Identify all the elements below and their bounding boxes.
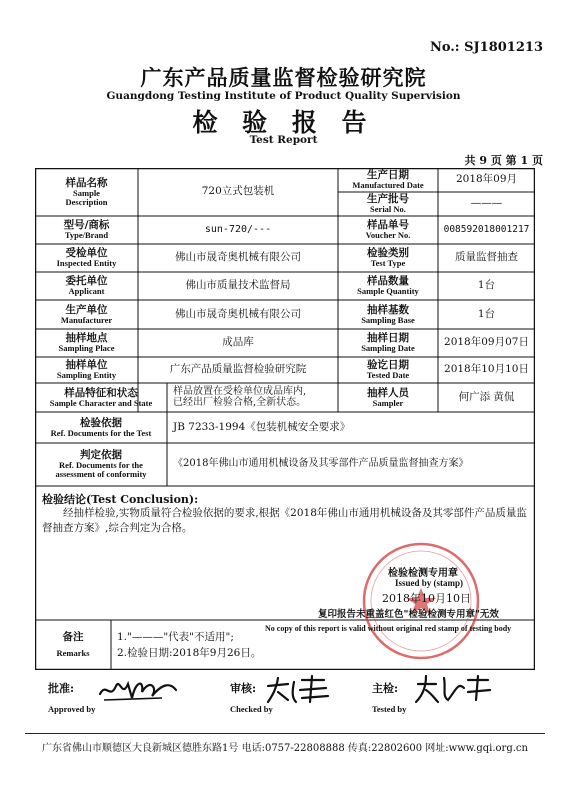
- approver-signature: [92, 672, 182, 706]
- checked-by-label: 审核:: [230, 682, 257, 695]
- sample-character-label: 样品特征和状态 Sample Character and State: [49, 386, 153, 408]
- institute-name-cn: 广东产品质量监督检验研究院: [140, 65, 427, 90]
- type-brand-label: 型号/商标 Type/Brand: [63, 219, 110, 241]
- type-brand-value: sun-720/---: [204, 223, 272, 235]
- page-info: 共 9 页 第 1 页: [464, 154, 543, 167]
- test-type-label: 检验类别 Test Type: [367, 247, 409, 269]
- ref-test-value: JB 7233-1994《包装机械安全要求》: [173, 420, 351, 433]
- report-title-cn: 检 验 报 告: [192, 108, 375, 137]
- tested-by-label: 主检:: [372, 682, 399, 695]
- sampler-value: 何广添 黄侃: [458, 390, 515, 403]
- checker-signature: [262, 672, 340, 706]
- sample-name-label: 样品名称 Sample Description: [65, 176, 108, 207]
- sampling-entity-label: 抽样单位 Sampling Entity: [56, 359, 117, 381]
- voucher-no-label: 样品单号 Voucher No.: [365, 219, 411, 241]
- sample-name-value: 720立式包装机: [201, 185, 275, 198]
- stamp-date: 2018年10月10日: [382, 592, 471, 605]
- footer-divider: [25, 733, 545, 734]
- sampling-date-value: 2018年09月07日: [444, 336, 529, 349]
- report-number: No.: SJ1801213: [429, 40, 543, 55]
- remarks-value: 1."———"代表"不适用"; 2.检验日期:2018年9月26日。: [117, 631, 262, 659]
- checked-by-label-en: Checked by: [230, 704, 273, 714]
- report-title-en: Test Report: [249, 134, 318, 146]
- sampling-date-label: 抽样日期 Sampling Date: [361, 332, 415, 354]
- ref-conformity-label: 判定依据 Ref. Documents for the assessment of conformity: [55, 449, 147, 479]
- tested-by-block: [372, 680, 406, 714]
- sampling-base-label: 抽样基数 Sampling Base: [361, 303, 415, 325]
- tested-date-value: 2018年10月10日: [444, 363, 529, 376]
- conclusion-text: 经抽样检验,实物质量符合检验依据的要求,根据《2018年佛山市通用机械设备及其零部件产品质量监督抽查方案》,综合判定为合格。: [42, 507, 527, 534]
- inspected-entity-value: 佛山市晟奇奥机械有限公司: [175, 251, 301, 264]
- stamp-label: 检验检测专用章: [388, 568, 458, 579]
- sampling-place-value: 成品库: [222, 336, 254, 349]
- tester-signature: [412, 672, 496, 706]
- stamp-issued-by: Issued by (stamp): [395, 578, 464, 588]
- footer-address: 广东省佛山市顺德区大良新城区德胜东路1号 电话:0757-22808888 传真:22802600 网址:www.gqi.org.cn: [42, 743, 528, 754]
- applicant-label: 委托单位 Applicant: [65, 275, 108, 297]
- approved-by-block: [48, 680, 95, 714]
- sample-quantity-label: 样品数量 Sample Quantity: [357, 275, 419, 297]
- sampling-place-label: 抽样地点 Sampling Place: [58, 332, 115, 354]
- ref-test-label: 检验依据 Ref. Documents for the Test: [50, 416, 152, 438]
- approved-by-label-en: Approved by: [48, 704, 96, 714]
- ref-conformity-value: 《2018年佛山市通用机械设备及其零部件产品质量监督抽查方案》: [173, 458, 469, 470]
- sample-quantity-value: 1台: [477, 279, 496, 292]
- remarks-label: 备注 Remarks: [56, 631, 90, 659]
- manufactured-date-label: 生产日期 Manufactured Date: [352, 169, 424, 191]
- sampling-entity-value: 广东产品质量监督检验研究院: [169, 363, 307, 376]
- sampling-base-value: 1台: [477, 307, 496, 320]
- copy-note-en: No copy of this report is valid without original red stamp of testing body: [265, 624, 512, 633]
- institute-name-en: Guangdong Testing Institute of Product Quality Supervision: [106, 90, 461, 102]
- applicant-value: 佛山市质量技术监督局: [185, 279, 291, 292]
- test-type-value: 质量监督抽查: [455, 251, 518, 264]
- serial-no-value: ———: [470, 197, 503, 210]
- tested-date-label: 验讫日期 Tested Date: [366, 359, 410, 381]
- copy-note-cn: 复印报告未重盖红色"检验检测专用章"无效: [318, 609, 499, 620]
- inspected-entity-label: 受检单位 Inspected Entity: [56, 247, 117, 269]
- sampler-label: 抽样人员 Sampler: [367, 386, 409, 408]
- manufacturer-label: 生产单位 Manufacturer: [60, 303, 113, 325]
- voucher-no-value: 008592018001217: [443, 224, 530, 236]
- conclusion-heading: 检验结论(Test Conclusion):: [42, 493, 199, 506]
- tested-by-label-en: Tested by: [372, 704, 407, 714]
- sample-character-value: 样品放置在受检单位成品库内, 已经出厂检验合格,全新状态。: [173, 386, 307, 408]
- manufacturer-value: 佛山市晟奇奥机械有限公司: [175, 307, 301, 320]
- serial-no-label: 生产批号 Serial No.: [367, 193, 409, 215]
- approved-by-label: 批准:: [48, 682, 75, 695]
- manufactured-date-value: 2018年09月: [455, 173, 518, 186]
